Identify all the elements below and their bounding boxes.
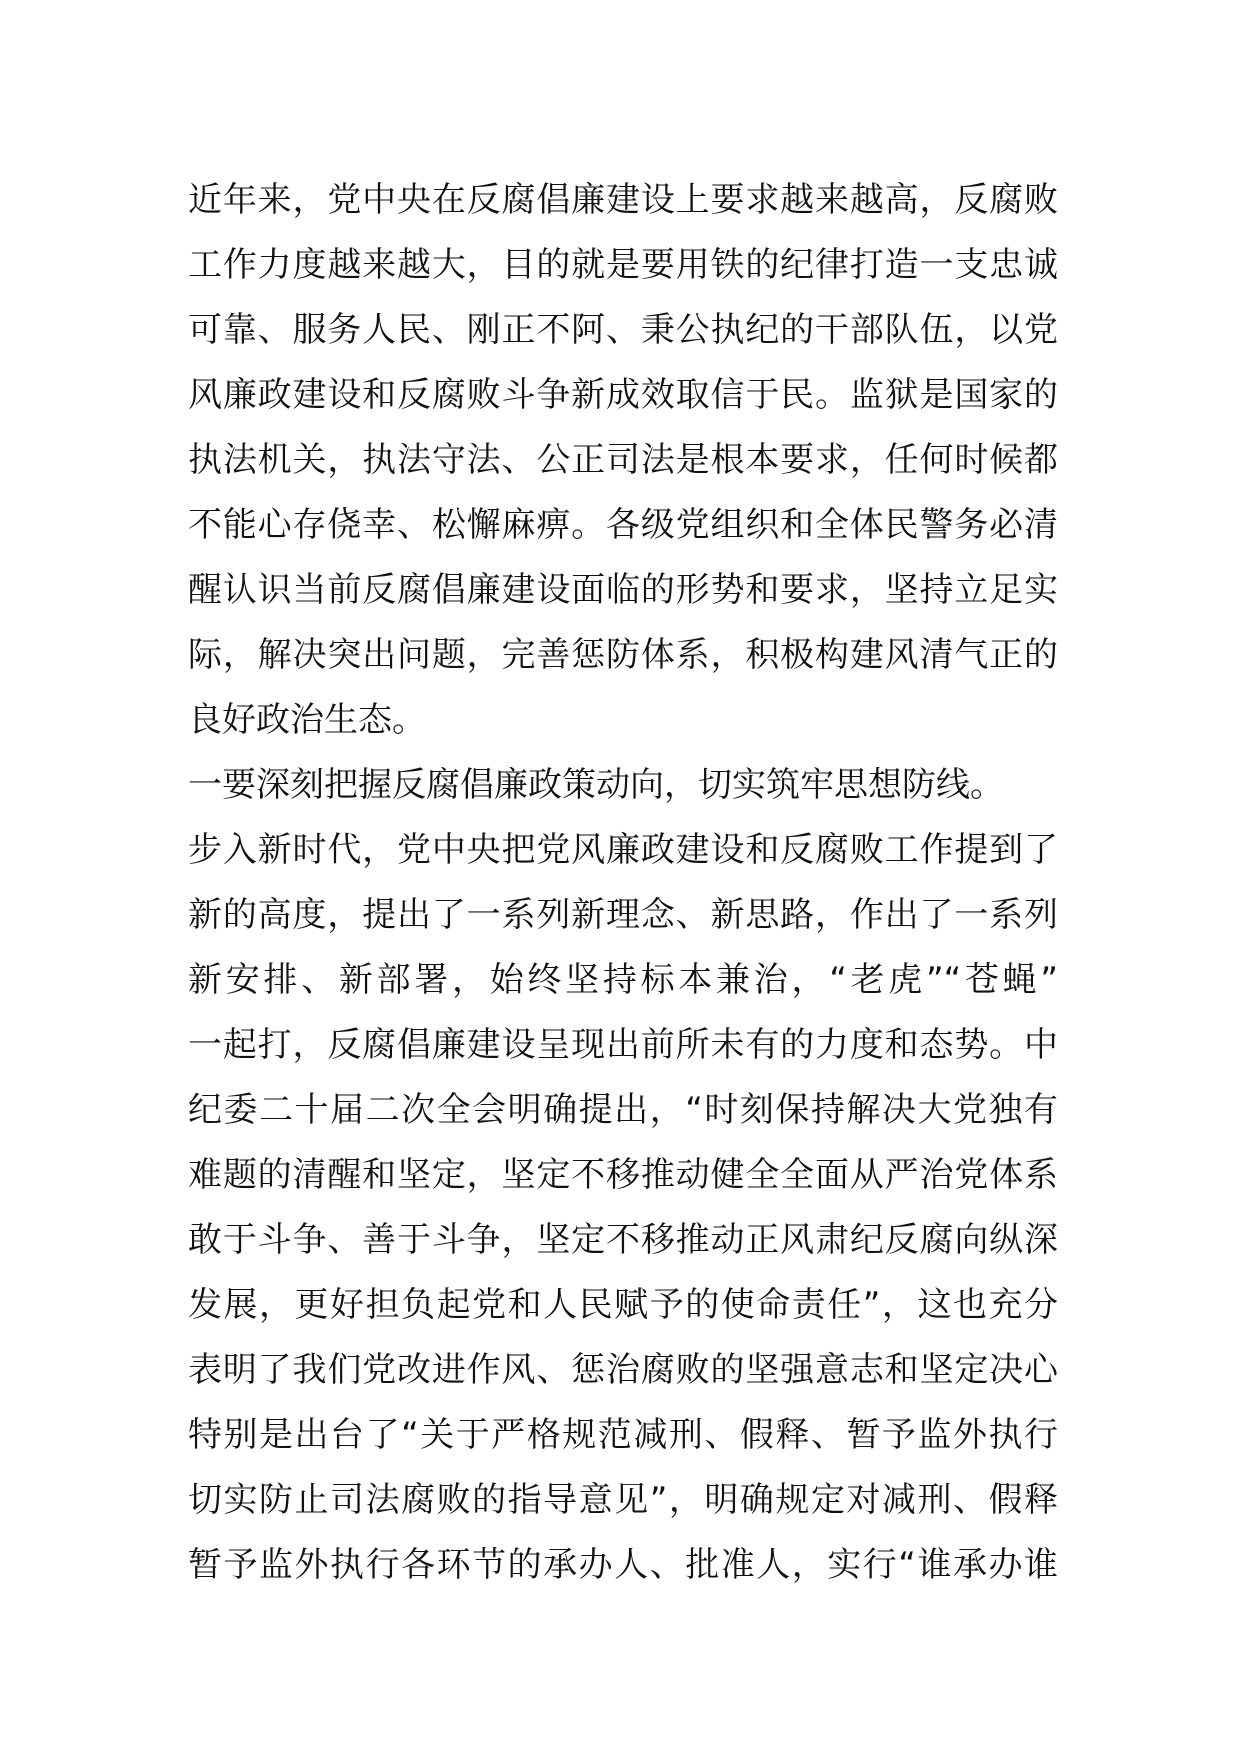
- text-line: 敢于斗争、善于斗争，坚定不移推动正风肃纪反腐向纵深: [188, 1220, 1058, 1260]
- text-line: 暂予监外执行各环节的承办人、批准人，实行“谁承办谁: [188, 1545, 1058, 1585]
- section-heading: 一要深刻把握反腐倡廉政策动向，切实筑牢思想防线。: [188, 765, 1004, 805]
- text-line: 发展，更好担负起党和人民赋予的使命责任”，这也充分: [188, 1285, 1058, 1325]
- text-line: 可靠、服务人民、刚正不阿、秉公执纪的干部队伍，以党: [188, 310, 1058, 350]
- text-line: 际，解决突出问题，完善惩防体系，积极构建风清气正的: [188, 635, 1058, 675]
- document-page: [188, 168, 1058, 1598]
- text-line: 风廉政建设和反腐败斗争新成效取信于民。监狱是国家的: [188, 375, 1058, 415]
- text-line: 工作力度越来越大，目的就是要用铁的纪律打造一支忠诚: [188, 245, 1058, 285]
- text-line: 表明了我们党改进作风、惩治腐败的坚强意志和坚定决心: [188, 1350, 1058, 1390]
- text-line: 切实防止司法腐败的指导意见”，明确规定对减刑、假释: [188, 1480, 1058, 1520]
- text-line: 纪委二十届二次全会明确提出，“时刻保持解决大党独有: [188, 1090, 1058, 1130]
- text-line: 一起打，反腐倡廉建设呈现出前所未有的力度和态势。中: [188, 1025, 1058, 1065]
- text-line: 醒认识当前反腐倡廉建设面临的形势和要求，坚持立足实: [188, 570, 1058, 610]
- text-line: 执法机关，执法守法、公正司法是根本要求，任何时候都: [188, 440, 1058, 480]
- text-line: 良好政治生态。: [188, 700, 426, 740]
- text-line: 新的高度，提出了一系列新理念、新思路，作出了一系列: [188, 895, 1058, 935]
- text-line: 新安排、新部署，始终坚持标本兼治，“老虎”“苍蝇”: [188, 960, 1058, 1000]
- text-line: 步入新时代，党中央把党风廉政建设和反腐败工作提到了: [188, 830, 1058, 870]
- text-line: 特别是出台了“关于严格规范减刑、假释、暂予监外执行: [188, 1415, 1058, 1455]
- text-line: 近年来，党中央在反腐倡廉建设上要求越来越高，反腐败: [188, 180, 1058, 220]
- text-line: 难题的清醒和坚定，坚定不移推动健全全面从严治党体系: [188, 1155, 1058, 1195]
- text-line: 不能心存侥幸、松懈麻痹。各级党组织和全体民警务必清: [188, 505, 1058, 545]
